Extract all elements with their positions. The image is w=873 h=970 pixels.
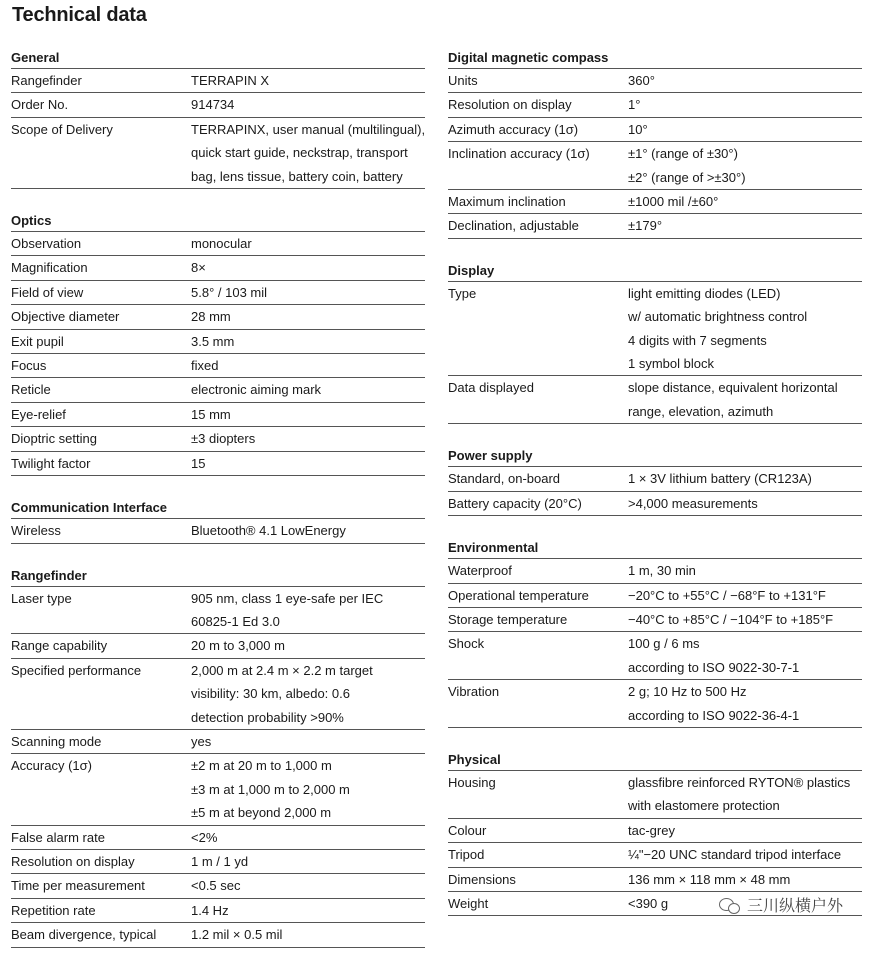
spec-row: [448, 559, 862, 583]
spec-value-line: 905 nm, class 1 eye-safe per IEC: [191, 590, 384, 606]
spec-value-line: monocular: [191, 236, 252, 252]
spec-value-line: bag, lens tissue, battery coin, battery: [191, 168, 403, 184]
spec-row: [448, 118, 862, 142]
spec-value-line: electronic aiming mark: [191, 382, 322, 398]
spec-value-line: ¼"−20 UNC standard tripod interface: [628, 847, 842, 863]
spec-value-line: TERRAPINX, user manual (multilingual),: [191, 121, 426, 137]
spec-value: [191, 850, 425, 873]
spec-label: Focus: [11, 358, 47, 374]
spec-row: [11, 899, 425, 923]
section-digital-magnetic-compass: [448, 48, 862, 239]
spec-value: [628, 559, 862, 582]
section-rangefinder: [11, 566, 425, 948]
section-title: Communication Interface: [11, 498, 425, 519]
watermark: [719, 893, 843, 916]
spec-row: [11, 519, 425, 543]
spec-value-line: >4,000 measurements: [628, 495, 758, 511]
spec-label: Magnification: [11, 260, 88, 276]
spec-value: [191, 281, 425, 304]
spec-row: [11, 754, 425, 825]
spec-value-line: 1 symbol block: [628, 356, 714, 372]
spec-label: Laser type: [11, 590, 72, 606]
spec-value-line: 360°: [628, 73, 655, 88]
spec-value: [628, 282, 862, 376]
spec-row: [11, 826, 425, 850]
spec-value-line: according to ISO 9022-30-7-1: [628, 659, 800, 675]
spec-value: [191, 427, 425, 450]
spec-value-line: 10°: [628, 121, 648, 137]
spec-label: Specified performance: [11, 662, 142, 678]
spec-value-line: quick start guide, neckstrap, transport: [191, 145, 408, 161]
spec-value: [191, 754, 425, 824]
spec-value-line: slope distance, equivalent horizontal: [628, 380, 838, 396]
section-title: Rangefinder: [11, 566, 425, 587]
spec-label: Time per measurement: [11, 878, 145, 894]
section-general: [11, 48, 425, 189]
spec-value-line: ±1000 mil /±60°: [628, 194, 719, 210]
spec-row: [11, 69, 425, 93]
spec-row: [11, 874, 425, 898]
spec-value: [191, 256, 425, 279]
spec-value-line: 20 m to 3,000 m: [191, 638, 285, 654]
spec-value-line: 15: [191, 455, 206, 471]
spec-value: [628, 376, 862, 423]
spec-label: Type: [448, 285, 477, 301]
spec-label: Scanning mode: [11, 733, 102, 749]
spec-label: Battery capacity (20°C): [448, 495, 582, 511]
spec-label: Scope of Delivery: [11, 121, 113, 137]
spec-row: [448, 680, 862, 728]
spec-label: Dioptric setting: [11, 431, 97, 447]
section-communication-interface: [11, 498, 425, 543]
spec-value-line: 60825-1 Ed 3.0: [191, 613, 280, 629]
spec-value-line: 1.2 mil × 0.5 mil: [191, 927, 283, 943]
spec-value-line: 15 mm: [191, 406, 231, 422]
spec-row: [11, 427, 425, 451]
spec-label: Vibration: [448, 684, 500, 700]
section-title: Environmental: [448, 538, 862, 559]
spec-label: Field of view: [11, 284, 84, 300]
spec-value-line: 1.4 Hz: [191, 902, 229, 918]
spec-label: Storage temperature: [448, 611, 568, 627]
spec-row: [11, 378, 425, 402]
spec-value-line: ±1° (range of ±30°): [628, 146, 738, 162]
spec-row: [448, 771, 862, 819]
spec-row: [448, 843, 862, 867]
spec-value: [628, 680, 862, 727]
spec-row: [448, 819, 862, 843]
spec-value-line: 100 g / 6 ms: [628, 636, 700, 652]
spec-row: [11, 587, 425, 635]
spec-row: [11, 118, 425, 189]
spec-value-line: 2 g; 10 Hz to 500 Hz: [628, 684, 747, 700]
spec-value-line: −40°C to +85°C / −104°F to +185°F: [628, 611, 834, 627]
spec-value-line: light emitting diodes (LED): [628, 285, 781, 301]
spec-label: Inclination accuracy (1σ): [448, 146, 590, 162]
spec-row: [448, 214, 862, 238]
left-column: [11, 48, 425, 970]
spec-label: Operational temperature: [448, 587, 589, 603]
section-title: Digital magnetic compass: [448, 48, 862, 69]
spec-value: [628, 868, 862, 891]
right-column: [448, 48, 862, 938]
spec-label: Beam divergence, typical: [11, 927, 157, 943]
spec-value-line: −20°C to +55°C / −68°F to +131°F: [628, 587, 826, 603]
section-power-supply: [448, 446, 862, 516]
spec-label: Standard, on-board: [448, 471, 561, 487]
section-title: Optics: [11, 211, 425, 232]
spec-value: [628, 93, 862, 116]
spec-value: [191, 305, 425, 328]
section-title: General: [11, 48, 425, 69]
spec-label: Azimuth accuracy (1σ): [448, 121, 579, 137]
spec-value: [191, 378, 425, 401]
spec-label: Dimensions: [448, 871, 516, 887]
spec-value: [628, 142, 862, 189]
spec-value-line: 1°: [628, 97, 641, 113]
spec-value-line: tac-grey: [628, 822, 675, 838]
spec-value: [191, 899, 425, 922]
spec-value: [191, 403, 425, 426]
spec-value: [628, 492, 862, 515]
spec-value: [628, 843, 862, 866]
spec-row: [11, 330, 425, 354]
spec-row: [11, 256, 425, 280]
spec-value-line: ±3 m at 1,000 m to 2,000 m: [191, 781, 350, 797]
spec-row: [448, 492, 862, 516]
spec-label: Observation: [11, 236, 82, 252]
spec-value-line: range, elevation, azimuth: [628, 403, 774, 419]
spec-row: [448, 142, 862, 190]
spec-label: Units: [448, 73, 478, 88]
spec-value-line: 1 m, 30 min: [628, 563, 696, 579]
section-environmental: [448, 538, 862, 728]
spec-row: [11, 634, 425, 658]
spec-label: Accuracy (1σ): [11, 758, 92, 774]
spec-row: [448, 93, 862, 117]
spec-value: [628, 819, 862, 842]
spec-row: [11, 354, 425, 378]
spec-label: Weight: [448, 895, 489, 911]
spec-value-line: 1 m / 1 yd: [191, 853, 249, 869]
spec-value-line: 914734: [191, 97, 235, 113]
spec-label: Housing: [448, 774, 496, 790]
spec-value: [191, 118, 425, 188]
spec-label: Resolution on display: [11, 853, 135, 869]
spec-value-line: visibility: 30 km, albedo: 0.6: [191, 686, 350, 702]
spec-value-line: 1 × 3V lithium battery (CR123A): [628, 471, 812, 487]
spec-value-line: 136 mm × 118 mm × 48 mm: [628, 871, 791, 887]
spec-value: [628, 190, 862, 213]
spec-value-line: according to ISO 9022-36-4-1: [628, 707, 800, 723]
watermark-text: 三川纵横户外: [746, 898, 843, 915]
spec-value-line: TERRAPIN X: [191, 73, 270, 88]
spec-row: [448, 868, 862, 892]
spec-value: [191, 519, 425, 542]
spec-value: [191, 330, 425, 353]
spec-row: [448, 467, 862, 491]
spec-value-line: detection probability >90%: [191, 709, 344, 725]
spec-row: [448, 69, 862, 93]
spec-label: Range capability: [11, 638, 108, 654]
spec-label: Maximum inclination: [448, 194, 566, 210]
spec-value: [191, 730, 425, 753]
spec-label: Twilight factor: [11, 455, 91, 471]
spec-value-line: ±5 m at beyond 2,000 m: [191, 805, 332, 821]
spec-value-line: 2,000 m at 2.4 m × 2.2 m target: [191, 662, 373, 678]
section-physical: [448, 750, 862, 916]
spec-label: Order No.: [11, 97, 69, 113]
section-title: Display: [448, 261, 862, 282]
spec-label: Repetition rate: [11, 902, 96, 918]
spec-row: [448, 376, 862, 424]
spec-value-line: ±2 m at 20 m to 1,000 m: [191, 758, 332, 774]
spec-label: Shock: [448, 636, 485, 652]
spec-value-line: ±2° (range of >±30°): [628, 169, 746, 185]
spec-value: [191, 354, 425, 377]
spec-label: Wireless: [11, 523, 61, 539]
spec-row: [11, 659, 425, 730]
spec-value-line: w/ automatic brightness control: [628, 309, 808, 325]
spec-value: [628, 584, 862, 607]
section-title: Physical: [448, 750, 862, 771]
spec-row: [11, 305, 425, 329]
spec-value-line: with elastomere protection: [628, 798, 780, 814]
spec-value: [191, 826, 425, 849]
spec-value-line: glassfibre reinforced RYTON® plastics: [628, 774, 851, 790]
spec-label: Declination, adjustable: [448, 218, 579, 234]
spec-value: [191, 93, 425, 116]
spec-label: Eye-relief: [11, 406, 66, 422]
spec-value: [628, 632, 862, 679]
spec-value-line: 8×: [191, 260, 206, 276]
spec-row: [11, 403, 425, 427]
spec-value-line: <390 g: [628, 895, 669, 911]
spec-value-line: 28 mm: [191, 309, 231, 325]
spec-value-line: Bluetooth® 4.1 LowEnergy: [191, 523, 346, 539]
page-title: Technical data: [12, 4, 147, 26]
spec-label: Data displayed: [448, 380, 534, 396]
spec-row: [11, 452, 425, 476]
spec-value-line: 5.8° / 103 mil: [191, 284, 268, 300]
spec-label: Resolution on display: [448, 97, 572, 113]
spec-label: Objective diameter: [11, 309, 120, 325]
spec-value-line: 4 digits with 7 segments: [628, 332, 767, 348]
spec-label: False alarm rate: [11, 829, 105, 845]
spec-label: Exit pupil: [11, 333, 64, 349]
spec-row: [11, 850, 425, 874]
spec-row: [11, 93, 425, 117]
spec-row: [11, 232, 425, 256]
spec-row: [448, 584, 862, 608]
spec-value: [191, 874, 425, 897]
spec-value-line: 3.5 mm: [191, 333, 235, 349]
spec-label: Rangefinder: [11, 73, 82, 88]
section-display: [448, 261, 862, 424]
spec-value: [191, 69, 425, 92]
spec-value: [191, 659, 425, 729]
spec-value: [628, 214, 862, 237]
spec-row: [11, 281, 425, 305]
spec-value-line: <0.5 sec: [191, 878, 241, 894]
spec-row: [448, 282, 862, 377]
section-title: Power supply: [448, 446, 862, 467]
spec-value: [628, 69, 862, 92]
spec-value: [191, 587, 425, 634]
spec-row: [448, 608, 862, 632]
spec-value-line: ±3 diopters: [191, 431, 256, 447]
spec-value: [628, 467, 862, 490]
spec-label: Reticle: [11, 382, 51, 398]
spec-value-line: <2%: [191, 829, 218, 845]
spec-value-line: ±179°: [628, 218, 663, 234]
spec-row: [448, 632, 862, 680]
spec-label: Tripod: [448, 847, 485, 863]
spec-row: [448, 190, 862, 214]
spec-value: [628, 118, 862, 141]
spec-value: [191, 232, 425, 255]
spec-label: Colour: [448, 822, 487, 838]
spec-label: Waterproof: [448, 563, 512, 579]
section-optics: [11, 211, 425, 476]
spec-value: [191, 634, 425, 657]
spec-row: [11, 730, 425, 754]
spec-value-line: fixed: [191, 358, 219, 374]
wechat-icon: [719, 897, 741, 913]
spec-value: [191, 923, 425, 946]
spec-value-line: yes: [191, 733, 212, 749]
spec-value: [628, 608, 862, 631]
spec-value: [628, 771, 862, 818]
spec-value: [191, 452, 425, 475]
